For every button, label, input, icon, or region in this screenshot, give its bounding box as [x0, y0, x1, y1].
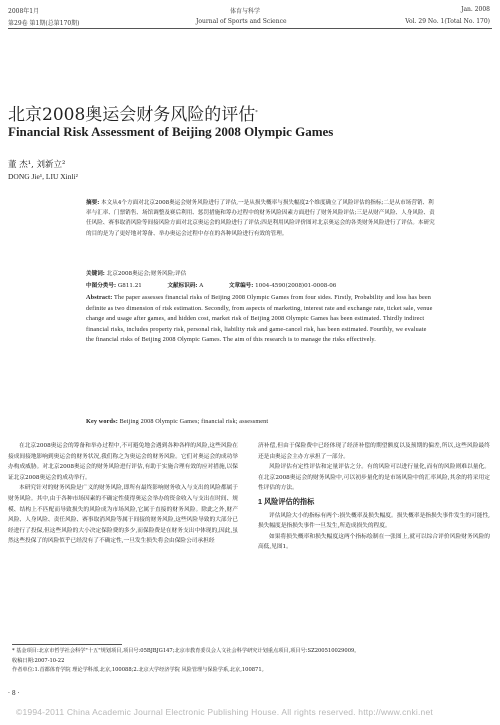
keywords-cn: [86, 269, 436, 279]
body-paragraph: 在北京2008奥运会的筹备和举办过程中,不可避免地会遇到各种各样的风险,这些风险在接成间接地影响到奥运会的财务状况,我们称之为奥运会的财务风险。它们对奥运会的成功举办构成威胁。对北京2008奥运会的财务风险进行评估,有助于实施合理有效的应对措施,以保证北京2008奥运会的成功举行。: [8, 443, 238, 481]
header-date: 2008年1月: [8, 8, 40, 15]
keywords-cn-text: 北京2008奥运会;财务风险;评估: [106, 271, 187, 277]
footnotes: [12, 647, 488, 676]
abstract-cn-label: 摘要:: [86, 200, 100, 206]
header-date-en: Jan. 2008: [461, 6, 490, 13]
title-en: Financial Risk Assessment of Beijing 2008 Olympic Games: [8, 124, 334, 139]
body-paragraph: 济补偿,但由于保险费中已经体现了经济补偿的期望额度以及预期的偏差,所以,这些风险最终还是由奥运会主办方承担了一部分。: [258, 443, 490, 460]
abstract-en-text: The paper assesses financial risks of Beijing 2008 Olympic Games from four sides. Firstly, Probability and loss has been definite as two dimension of risk estimation. Secondly, from aspects of marketing, interest rate and exchange rate, ticket sale, venue change and usage after games, and hidden cost, market risk of Beijing 2008 Olympic Games has been estimated. Thirdly indirect financial risks, includes property risk, personal risk, liability risk and game-cancel risk, has been estimated. Fourthly, we evaluate the financial risks of Beijing 2008 Olympic Games. The aim of this research is to manage the risks effectively.: [86, 294, 433, 343]
copyright-watermark: ©1994-2011 China Academic Journal Electronic Publishing House. All rights reserved. http://www.cnki.net: [16, 707, 433, 717]
articleno-label: 文章编号:: [228, 283, 254, 289]
body-left-column: [8, 441, 238, 547]
body-right-column: [258, 441, 490, 553]
keywords-cn-label: 关键词:: [86, 271, 105, 277]
header-journal-cn: 体育与科学: [230, 8, 261, 15]
footnote-funding: * 基金项目:北京市哲学社会科学"十五"规划项目,项目号:05BJBJG147;北京市教育委员会人文社会科学研究计划重点项目,项目号:SZ200510029009。: [12, 648, 360, 654]
footnote-received: 收稿日期:2007-10-22: [12, 657, 65, 664]
body-paragraph: 评估风险大小的指标有两个:损失概率及损失幅度。损失概率是指损失事件发生的可能性,损失幅度是指损失事件一旦发生,所造成损失的程度。: [258, 512, 490, 530]
classification-line: [86, 281, 436, 291]
body-paragraph: 本研究针对的财务风险是广义的财务风险,即所有最终影响财务收入与支出的风险都属于财务风险。其中,由于各种市场因素的不确定性使得奥运会举办的资金收入与支出在时间、规模、结构上不匹配而导致损失的风险成为市场风险,它属于直接的财务风险。除此之外,财产风险、人身风险、责任风险、赛事取消风险等属于间接的财务风险,这些风险导致的大部分已经进行了投保,但这些风险的大小决定保险费的多少,而保险费是在财务支出中体现的,因此,虽然这些投保了的风险似乎已经没有了不确定性,一旦发生损失将会由保险公司承担经: [8, 485, 238, 545]
keywords-en-label: Key words:: [86, 418, 118, 425]
keywords-en-text: Beijing 2008 Olympic Games; financial risk; assessment: [119, 418, 269, 425]
page-number: · 8 ·: [8, 690, 20, 697]
header-journal-en: Journal of Sports and Science: [196, 18, 287, 25]
authors-en: DONG Jie¹, LIU Xinli²: [8, 172, 78, 181]
doccode-label: 文献标识码:: [167, 283, 198, 289]
section-heading: 1 风险评估的指标: [258, 496, 315, 506]
body-paragraph: 如果将损失概率和损失幅度这两个指标绘制在一张图上,就可以综合评价风险财务风险的高低,见图1。: [258, 533, 490, 551]
doccode-value: A: [199, 283, 204, 289]
authors-cn: 董 杰¹, 刘新立²: [8, 160, 66, 170]
abstract-cn-text: 本文从4个方面对北京2008奥运会财务风险进行了评估,一是从损失概率与损失幅度2个维度确立了风险评估的指标;二是从市场营销、利率与汇率、门票销售、场馆调整及赛后利用、惩罚措施和筹办过程中的财务风险因素方面进行了财务风险评估;三是从财产风险、人身风险、责任风险、赛事取消风险等间接风险方面对北京奥运会的风险进行了评估;四是利用风险评价图对北京奥运会的各类财务风险进行了评估。本研究的目的是为了更好地对筹备、举办奥运会过程中存在的各种风险进行有效的管理。: [86, 200, 435, 237]
articleno-value: 1004-4590(2008)01-0008-06: [255, 283, 337, 289]
header-volume-cn: 第29卷 第1期(总第170期): [8, 20, 80, 27]
body-paragraph: 风险评估有定性评估和定量评估之分。有的风险可以进行量化,而有的风险则难以量化。在北京2008奥运会的财务风险中,可以初步量化的是市场风险中的汇率风险,其余的将采用定性评估的方法。: [258, 464, 490, 492]
header-volume-en: Vol. 29 No. 1(Total No. 170): [405, 18, 490, 25]
clc-value: G811.21: [117, 283, 142, 289]
clc-label: 中图分类号:: [86, 283, 117, 289]
title-cn: 北京2008奥运会财务风险的评估*: [8, 105, 258, 125]
abstract-cn: [86, 198, 436, 239]
abstract-en: [86, 293, 436, 346]
footnote-rule: [12, 644, 122, 645]
footnote-affiliation: 作者单位:1.首都体育学院 理论学科部,北京,100088;2.北京大学经济学院 风险管理与保险学系,北京,100871。: [12, 667, 267, 673]
abstract-en-label: Abstract:: [86, 294, 113, 301]
keywords-en: [86, 417, 436, 428]
header-rule: [8, 28, 492, 29]
